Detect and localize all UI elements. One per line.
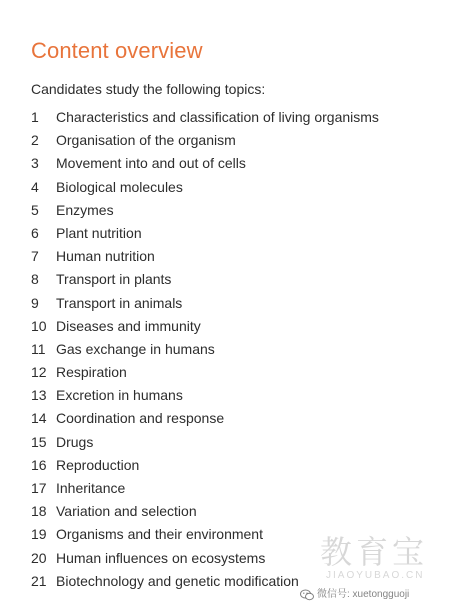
topic-item [31,408,379,431]
topic-item [31,548,379,571]
topic-number: 6 [31,224,39,241]
topic-number: 18 [31,503,47,520]
intro-text: Candidates study the following topics: [31,81,266,97]
topic-label: Transport in plants [56,271,172,288]
topic-label: Coordination and response [56,410,225,427]
topic-label: Diseases and immunity [56,317,201,334]
page-title: Content overview [31,38,203,63]
topic-item [31,246,379,269]
topic-label: Human nutrition [56,248,155,265]
topic-item [31,130,379,153]
topic-label: Reproduction [56,456,140,473]
topic-label: Respiration [56,364,127,381]
topic-item [31,339,379,362]
wechat-id-text: 微信号: xuetongguoji [317,589,410,600]
topic-label: Organisation of the organism [56,132,236,149]
topic-item [31,153,379,176]
topic-label: Characteristics and classification of living organisms [56,109,379,125]
topic-list [31,107,379,594]
topic-item [31,200,379,223]
topic-label: Biological molecules [56,178,183,195]
topic-item [31,107,379,130]
topic-number: 14 [31,410,47,427]
topic-number: 5 [31,201,39,218]
topic-label: Transport in animals [56,294,183,311]
topic-number: 19 [31,526,47,543]
topic-item [31,316,379,339]
topic-item [31,177,379,200]
topic-label: Human influences on ecosystems [56,549,266,566]
topic-item [31,455,379,478]
topic-label: Movement into and out of cells [56,155,246,172]
topic-item [31,524,379,547]
watermark-logo: 教育宝 [320,533,429,571]
topic-label: Organisms and their environment [56,526,263,543]
topic-number: 2 [31,132,39,149]
topic-number: 13 [31,387,47,404]
topic-item [31,293,379,316]
topic-number: 15 [31,433,47,450]
topic-label: Plant nutrition [56,224,142,241]
topic-item [31,501,379,524]
topic-number: 3 [31,155,39,172]
topic-item [31,223,379,246]
topic-number: 20 [31,549,47,566]
topic-number: 8 [31,271,39,288]
topic-item [31,432,379,455]
topic-item [31,478,379,501]
topic-item [31,269,379,292]
topic-number: 9 [31,294,39,311]
topic-number: 1 [31,109,39,125]
topic-item [31,362,379,385]
topic-number: 10 [31,317,47,334]
topic-label: Variation and selection [56,503,197,520]
topic-number: 17 [31,480,47,496]
topic-item [31,385,379,408]
topic-number: 21 [31,572,47,589]
topic-label: Drugs [56,433,94,450]
topic-item [31,571,379,594]
watermark-url: JIAOYUBAO.CN [326,570,425,581]
topic-label: Biotechnology and genetic modification [56,572,299,589]
topic-label: Excretion in humans [56,387,183,404]
topic-label: Enzymes [56,201,114,218]
topic-number: 12 [31,364,47,381]
topic-label: Gas exchange in humans [56,340,215,357]
topic-label: Inheritance [56,480,126,496]
topic-number: 11 [31,340,46,357]
topic-number: 16 [31,456,47,473]
topic-number: 7 [31,248,39,265]
topic-number: 4 [31,178,39,195]
